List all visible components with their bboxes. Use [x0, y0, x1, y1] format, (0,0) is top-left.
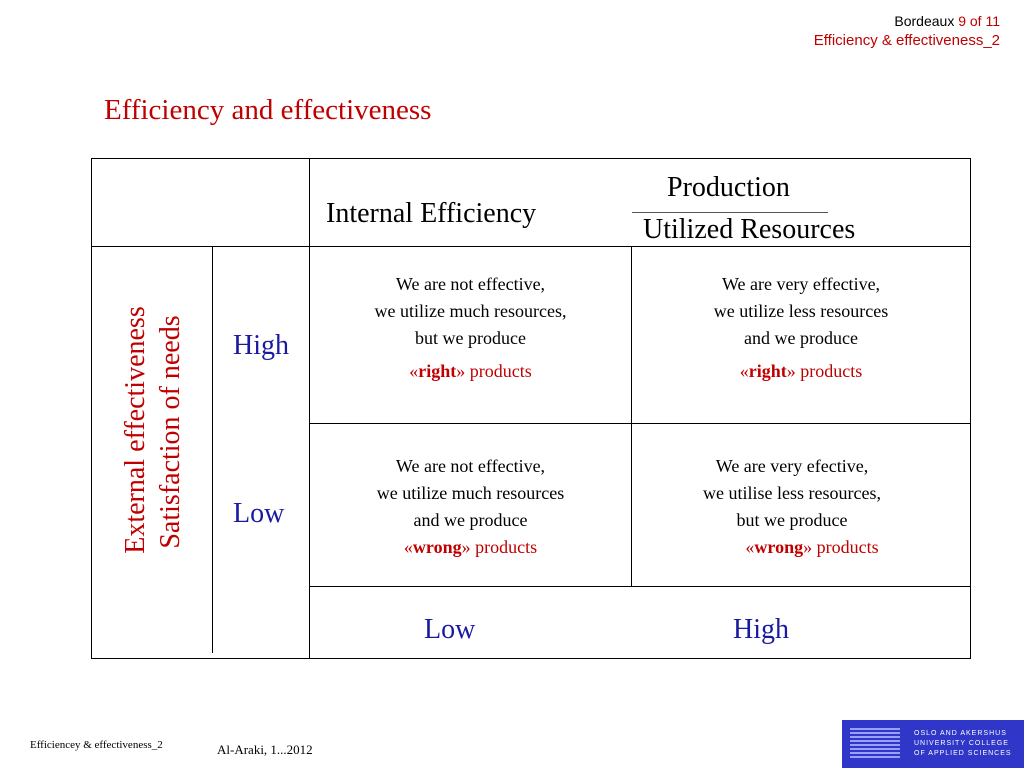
matrix-row-label-divider — [212, 247, 213, 653]
logo-text — [914, 729, 1012, 759]
quote-close: » products — [803, 537, 879, 557]
matrix-header-divider — [91, 246, 971, 247]
footer-slide-name: Efficiencey & effectiveness_2 — [30, 739, 163, 751]
col-label-high: High — [733, 614, 789, 645]
quote-close: » products — [786, 361, 863, 381]
cell-line: we utilise less resources, — [703, 483, 881, 503]
logo-text-line: OF APPLIED SCIENCES — [914, 750, 1012, 757]
row-label-low: Low — [233, 498, 285, 529]
quote-open: « — [745, 537, 755, 557]
ratio-numerator: Production — [667, 172, 790, 203]
external-effectiveness-label: External effectiveness — [120, 306, 151, 554]
cell-product-line — [632, 534, 952, 561]
product-quality-word: right — [748, 361, 787, 381]
matrix-border-top — [91, 158, 971, 159]
college-logo — [842, 720, 1024, 768]
product-quality-word: right — [418, 361, 457, 381]
slide-title: Efficiency and effectiveness — [104, 94, 432, 126]
matrix-border-right — [970, 158, 971, 659]
cell-line: We are very effective, — [721, 274, 881, 294]
matrix-border-bottom — [91, 658, 971, 659]
cell-high-effectiveness-low-efficiency — [310, 271, 631, 385]
quote-close: » products — [461, 537, 538, 557]
product-quality-word: wrong — [754, 537, 804, 557]
cell-line: We are very efective, — [715, 456, 869, 476]
footer-author-date: Al-Araki, 1...2012 — [217, 742, 313, 757]
cell-line: We are not effective, — [395, 456, 546, 476]
internal-efficiency-label: Internal Efficiency — [326, 198, 537, 229]
header-location: Bordeaux — [894, 13, 955, 29]
cell-product-line — [310, 358, 631, 385]
header-page-number: 9 of 11 — [958, 13, 1000, 29]
header-slide-name: Efficiency & effectiveness_2 — [813, 32, 1000, 49]
header-line1 — [814, 12, 1000, 31]
cell-product-line — [632, 358, 970, 385]
logo-emblem-icon — [850, 728, 900, 760]
quote-close: » products — [456, 361, 532, 381]
ratio-fraction-bar — [632, 212, 828, 213]
matrix-axis-divider — [309, 586, 971, 587]
cell-product-line — [310, 534, 631, 561]
cell-line: we utilize much resources — [376, 483, 565, 503]
quote-open: « — [409, 361, 419, 381]
quote-open: « — [739, 361, 749, 381]
cell-high-effectiveness-high-efficiency — [632, 271, 970, 385]
satisfaction-of-needs-label: Satisfaction of needs — [155, 315, 186, 549]
cell-line: We are not effective, — [395, 274, 546, 294]
cell-low-effectiveness-low-efficiency — [310, 453, 631, 561]
matrix-label-divider — [309, 158, 310, 659]
logo-text-line: OSLO AND AKERSHUS — [914, 730, 1007, 737]
cell-line: but we produce — [415, 328, 526, 348]
cell-line: we utilize much resources, — [374, 301, 567, 321]
matrix-border-left — [91, 158, 92, 659]
logo-text-line: UNIVERSITY COLLEGE — [914, 740, 1009, 747]
row-label-high: High — [233, 330, 289, 361]
cell-line: we utilize less resources — [713, 301, 889, 321]
ratio-denominator: Utilized Resources — [643, 214, 856, 245]
cell-line: and we produce — [413, 510, 528, 530]
slide-header — [814, 12, 1000, 50]
cell-low-effectiveness-high-efficiency — [632, 453, 952, 561]
col-label-low: Low — [424, 614, 476, 645]
product-quality-word: wrong — [412, 537, 462, 557]
cell-line: and we produce — [744, 328, 858, 348]
quote-open: « — [403, 537, 413, 557]
matrix-row-divider — [309, 423, 971, 424]
cell-line: but we produce — [736, 510, 848, 530]
